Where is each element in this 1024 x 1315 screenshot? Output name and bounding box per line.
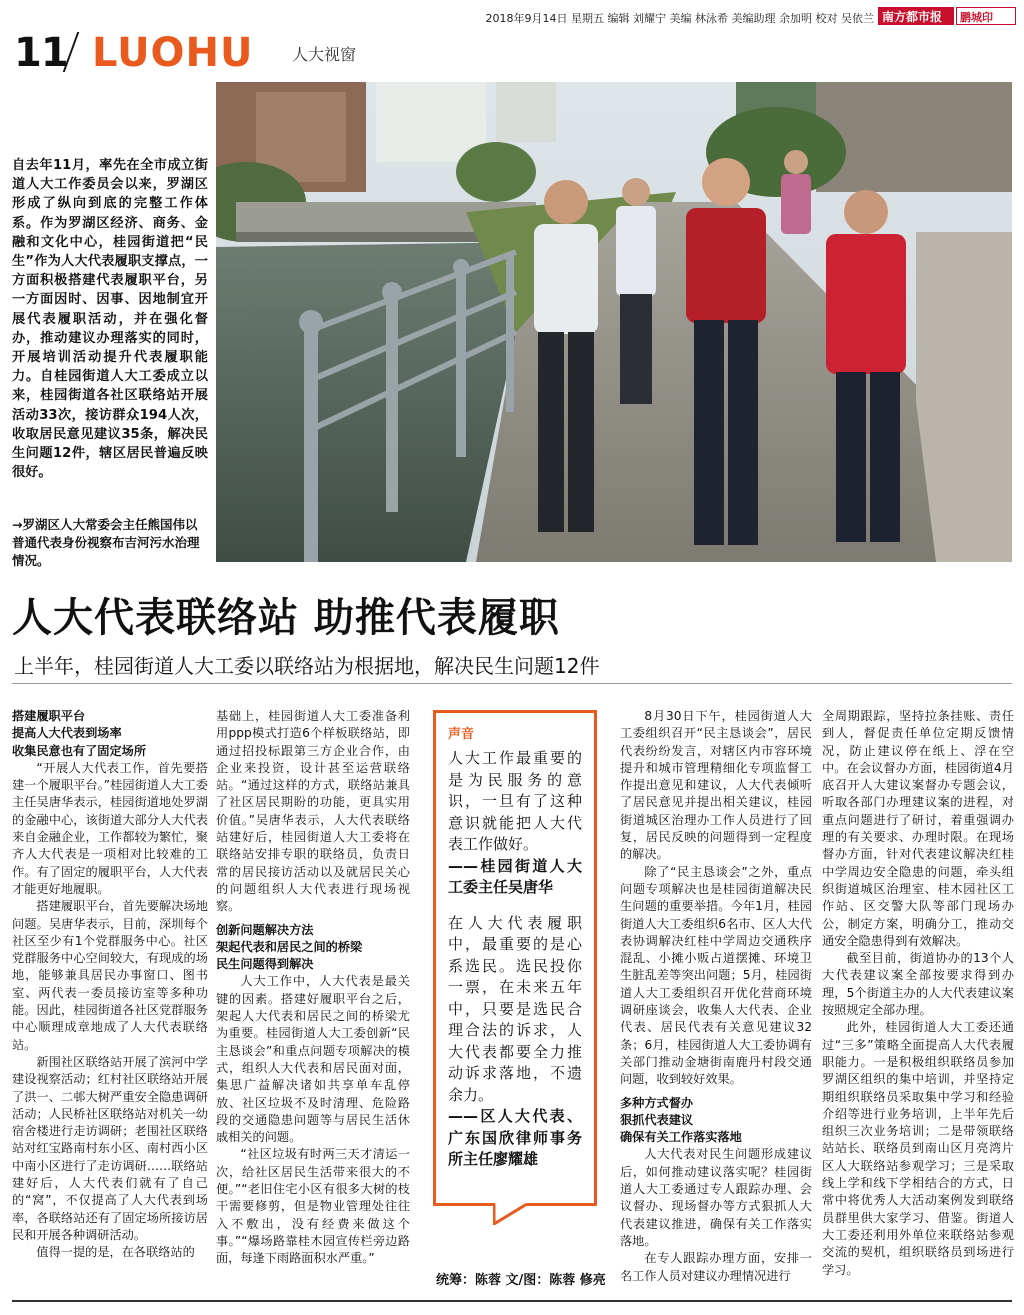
quote-box-border [433, 1203, 495, 1206]
page-number: 11 [14, 30, 68, 76]
article-paragraph: 值得一提的是，在各联络站的 [36, 1245, 195, 1260]
article-paragraph: 人大代表对民生问题形成建议后，如何推动建议落实呢？桂园街道人大工委通过专人跟踪办理、会议督办、现场督办等方式狠抓人大代表建议推进，确保有关工作落实落地。 [620, 1147, 812, 1248]
article-paragraph: 在专人跟踪办理方面，安排一名工作人员对建议办理情况进行 [620, 1251, 812, 1283]
quote-attribution: ——区人大代表、广东国欣律师事务所主任廖耀雄 [448, 1107, 582, 1168]
subsection-heading: 狠抓代表建议 [620, 1112, 694, 1127]
section-header [14, 30, 434, 80]
article-paragraph: 基础上，桂园街道人大工委准备利用ppp模式打造6个样板联络站，即通过招投标跟第三方企业合作，由企业来投资，设计甚至运营联络站。“通过这样的方式，联络站兼具了社区居民期盼的功能，更具实用价值。”吴唐华表示，人大代表联络站建好后，桂园街道人大工委将在联络站安排专职的联络员，负责日常的居民接访活动以及就居民关心的问题组织人大代表进行现场视察。 [216, 709, 410, 914]
subsection-heading: 确保有关工作落实落地 [620, 1130, 742, 1145]
article-paragraph: 搭建履职平台，首先要解决场地问题。吴唐华表示，目前，深圳每个社区至少有1个党群服务中心。社区党群服务中心空间较大，有现成的场地，能够兼具居民办事窗口、图书室、两代表一委员接访室等多种功能。因此，桂园街道各社区党群服务中心顺理成章地成了人大代表联络站。 [12, 899, 208, 1052]
article-column-4 [822, 708, 1014, 1279]
headline-rule [12, 683, 1012, 684]
subsection-heading: 多种方式督办 [620, 1095, 694, 1110]
article-paragraph: 截至目前，街道协办的13个人大代表建议案全部按要求得到办理，5个街道主办的人大代表建议案按照规定全部办理。 [822, 951, 1014, 1018]
page-header [0, 0, 1024, 28]
quote-text: 在人大代表履职中，最重要的是心系选民。选民投你一票，在未来五年中，只要是选民合理合法的诉求，人大代表都要全力推动诉求落地，不遗余力。 [448, 913, 582, 1104]
byline-credit: 统筹：陈蓉 文/图：陈蓉 修亮 [436, 1273, 606, 1288]
article-paragraph: “社区垃圾有时两三天才清运一次，给社区居民生活带来很大的不便。”“老旧住宅小区有很多大树的枝干需要修剪，但是物业管理处往往入不敷出，没有经费来做这个事。”“爆场路靠桂木园宣传栏旁边路面，每逢下雨路面积水严重。” [216, 1147, 410, 1266]
article-column-1 [12, 708, 208, 1262]
subsection-heading: 民生问题得到解决 [216, 957, 314, 972]
photo-caption: →罗湖区人大常委会主任熊国伟以普通代表身份视察布吉河污水治理情况。 [12, 517, 200, 568]
article-paragraph: 此外，桂园街道人大工委还通过“三多”策略全面提高人大代表履职能力。一是积极组织联络员参加罗湖区组织的集中培训，并坚持定期组织联络员采取集中学习和经验介绍等进行业务培训，上半年先后组织三次业务培训；二是带领联络站站长、联络员到南山区月亮湾片区人大联络站参观学习；三是采取线上学和线下学相结合的方式，日常中将优秀人大活动案例发到联络员群里供大家学习、借鉴。街道人大工委还利用外单位来联络站参观交流的契机，组织联络员到场进行学习。 [822, 1020, 1014, 1277]
subheadline: 上半年，桂园街道人大工委以联络站为根据地，解决民生问题12件 [14, 654, 600, 678]
article-paragraph: 8月30日下午，桂园街道人大工委组织召开“民主恳谈会”，居民代表纷纷发言，对辖区内市容环境提升和城市管理精细化专项监督工作提出意见和建议，人大代表倾听了居民意见并提出相关建议，桂园街道城区治理办工作人员进行了回复，居民反映的问题得到一定程度的解决。 [620, 709, 812, 862]
page-bottom-rule [12, 1300, 1012, 1302]
section-name-en: LUOHU [92, 30, 254, 76]
photo-illustration [216, 82, 1012, 562]
quote-text: 人大工作最重要的是为民服务的意识，一旦有了这种意识就能把人大代表工作做好。 [448, 749, 582, 853]
quote-box-border [527, 1203, 597, 1206]
issue-meta: 2018年9月14日 星期五 编辑 刘耀宁 美编 林泳希 美编助理 余加明 校对 吴依兰 [485, 12, 874, 25]
subsection-heading: 架起代表和居民之间的桥梁 [216, 939, 363, 954]
lead-paragraph: 自去年11月，率先在全市成立街道人大工作委员会以来，罗湖区形成了纵向到底的完整工作体系。作为罗湖区经济、商务、金融和文化中心，桂园街道把“民生”作为人大代表履职支撑点，一方面积极搭建代表履职平台，另一方面因时、因事、因地制宜开展代表履职活动，并在强化督办，推动建议办理落实的同时，开展培训活动提升代表履职能力。自桂园街道人大工委成立以来，桂园街道各社区联络站开展活动33次，接访群众194人次，收取居民意见建议35条，解决民生问题12件，辖区居民普遍反映很好。 [12, 158, 208, 481]
quote-box-tail [493, 1203, 529, 1225]
quote-box-title: 声音 [448, 727, 475, 742]
section-name-cn: 人大视窗 [292, 45, 357, 64]
newspaper-brand: 南方都市报 [878, 7, 954, 25]
article-column-3 [620, 708, 812, 1285]
article-paragraph: 新围社区联络站开展了滨河中学建设视察活动；红村社区联络站开展了洪一、二邨大树严重安全隐患调研活动；人民桥社区联络站对机关一幼宿舍楼进行走访调研；老围社区联络站对红宝路南村东小区、南村西小区中南小区进行了走访调研……联络站建好后，人大代表们就有了自己的“窝”，不仅提高了人大代表到场率，各联络站还有了固定场所接访居民和开展各种调研活动。 [12, 1054, 208, 1242]
article-paragraph: 除了“民主恳谈会”之外，重点问题专项解决也是桂园街道解决民生问题的重要举措。今年1月，桂园街道人大工委组织6名市、区人大代表协调解决红桂中学周边交通秩序混乱、小摊小贩占道摆摊、环境卫生脏乱差等突出问题；5月，桂园街道人大工委组织召开优化营商环境调研座谈会，收集人大代表、企业代表、居民代表有关意见建议32条；6月，桂园街道人大工委协调有关部门推动金塘街南鹿丹村段交通问题，收到较好效果。 [620, 864, 812, 1087]
subsection-heading: 搭建履职平台 [12, 709, 86, 723]
quote-box [433, 710, 597, 1206]
quote-attribution: ——桂园街道人大工委主任吴唐华 [448, 856, 582, 896]
article-paragraph: 全周期跟踪，坚持拉条挂账、责任到人，督促责任单位定期反馈情况，防止建议停在纸上、浮在空中。在会议督办方面，桂园街道4月底召开人大建议案督办专题会议，听取各部门办理建议案的进程，对重点问题进行了研讨，着重强调办理的有关要求、办理时限。在现场督办方面，针对代表建议解决红桂中学周边安全隐患的问题，牵头组织街道城区治理室、桂木园社区工作站、区交警大队等部门现场办公，制定方案，明确分工，推动交通安全隐患得到有效解决。 [822, 709, 1014, 948]
newspaper-sub-brand: 鹏城印 [956, 7, 1016, 25]
subsection-heading: 创新问题解决方法 [216, 922, 314, 937]
subsection-heading: 收集民意也有了固定场所 [12, 743, 147, 758]
article-paragraph: 人大工作中，人大代表是最关键的因素。搭建好履职平台之后，架起人大代表和居民之间的桥梁尤为重要。桂园街道人大工委创新“民主恳谈会”和重点问题专项解决的模式，组织人大代表和居民面对面，集思广益解决诸如共享单车乱停放、社区垃圾不及时清理、危险路段的交通隐患问题等与居民生活休戚相关的问题。 [216, 974, 410, 1145]
article-paragraph: “开展人大代表工作，首先要搭建一个履职平台。”桂园街道人大工委主任吴唐华表示，桂园街道地处罗湖的金融中心，该街道大部分人大代表来自金融企业，工作都较为繁忙，聚齐人大代表是一项相对比较难的工作。有了固定的履职平台，人大代表才能更好地履职。 [12, 760, 208, 896]
article-column-2 [216, 708, 410, 1268]
news-photo [216, 82, 1012, 562]
subsection-heading: 提高人大代表到场率 [12, 726, 122, 741]
headline: 人大代表联络站 助推代表履职 [12, 595, 560, 641]
